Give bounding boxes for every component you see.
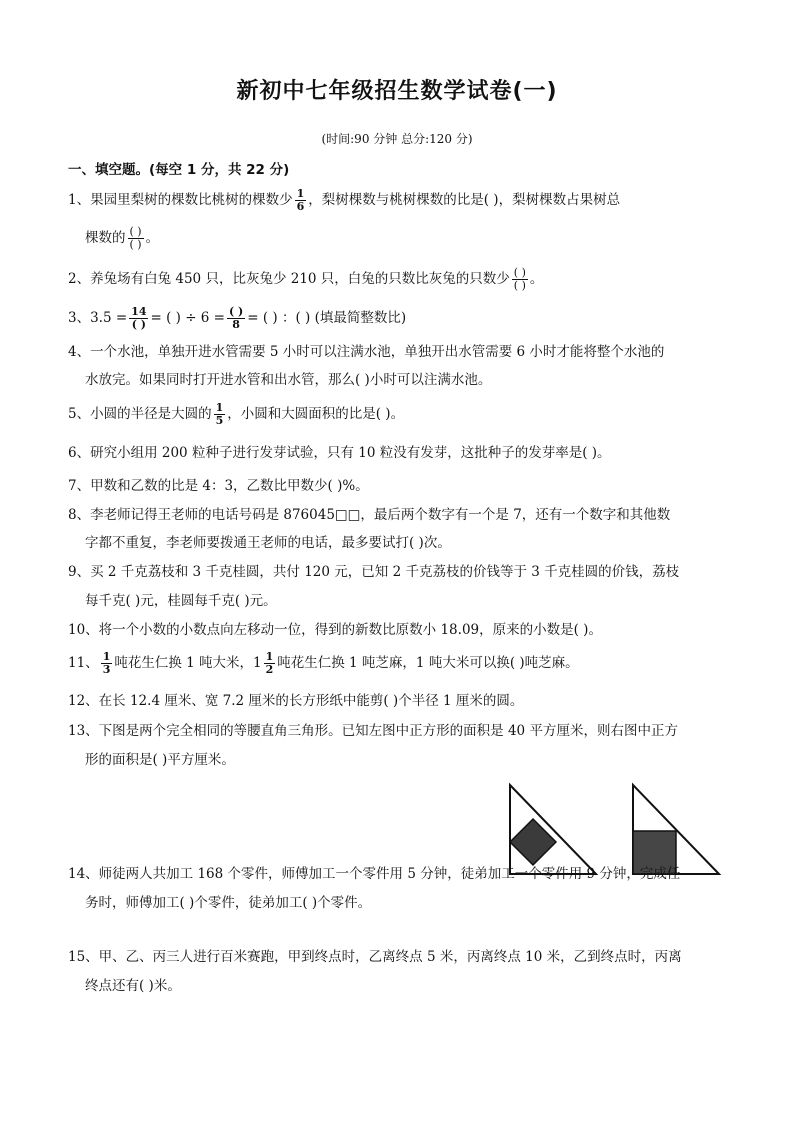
question-15-line-1: 15、甲、乙、丙三人进行百米赛跑，甲到终点时，乙离终点 5 米，丙离终点 10 米，乙到终点时，丙离 xyxy=(68,949,682,965)
q11-fraction-1 xyxy=(101,651,113,676)
q3-text-a: 3、3.5 = xyxy=(68,310,128,326)
q5-fraction-denominator: 5 xyxy=(215,414,224,427)
q11-fraction-1-denominator: 3 xyxy=(102,663,111,676)
question-11 xyxy=(68,651,579,676)
question-14-line-1: 14、师徒两人共加工 168 个零件，师傅加工一个零件用 5 分钟，徒弟加工一个零件用 9 分钟，完成任 xyxy=(68,866,681,882)
q1-text-c: 棵数的 xyxy=(85,230,126,246)
question-6: 6、研究小组用 200 粒种子进行发芽试验，只有 10 粒没有发芽，这批种子的发芽率是( )。 xyxy=(68,445,611,461)
q5-text-b: ，小圆和大圆面积的比是( )。 xyxy=(227,406,405,422)
q1-fraction-denominator: 6 xyxy=(296,200,305,213)
q3-text-b: = ( ) ÷ 6 = xyxy=(150,310,225,326)
question-1-line-1 xyxy=(68,188,620,213)
question-13-line-2: 形的面积是( )平方厘米。 xyxy=(85,752,235,768)
q2-blank-fraction[interactable] xyxy=(512,267,528,292)
right-triangle-figure xyxy=(633,785,719,874)
question-1-line-2 xyxy=(85,226,159,251)
question-5 xyxy=(68,402,404,427)
q1-blank-fraction[interactable] xyxy=(128,226,144,251)
question-4-line-1: 4、一个水池，单独开进水管需要 5 小时可以注满水池，单独开出水管需要 6 小时才能将整个水池的 xyxy=(68,344,665,360)
question-9-line-1: 9、买 2 千克荔枝和 3 千克桂圆，共付 120 元，已知 2 千克荔枝的价钱等于 3 千克桂圆的价钱，荔枝 xyxy=(68,564,680,580)
q5-fraction xyxy=(214,402,226,427)
q1-text-d: 。 xyxy=(145,230,160,246)
q11-text-b: 吨花生仁换 1 吨大米，1 xyxy=(114,655,262,671)
q11-fraction-2 xyxy=(264,651,276,676)
q2-text-b: 。 xyxy=(529,271,544,287)
question-8-line-2: 字都不重复，李老师要拨通王老师的电话，最多要试打( )次。 xyxy=(85,535,451,551)
q1-blank-denominator: ( ) xyxy=(129,238,142,251)
question-13-line-1: 13、下图是两个完全相同的等腰直角三角形。已知左图中正方形的面积是 40 平方厘米，则右图中正方 xyxy=(68,723,678,739)
q1-fraction-numerator: 1 xyxy=(296,187,305,200)
q11-fraction-1-numerator: 1 xyxy=(102,650,111,663)
q2-text-a: 2、养兔场有白兔 450 只，比灰兔少 210 只，白兔的只数比灰兔的只数少 xyxy=(68,271,510,287)
q2-blank-denominator: ( ) xyxy=(513,279,526,292)
q1-text-b: ，梨树棵数与桃树棵数的比是( )，梨树棵数占果树总 xyxy=(308,192,621,208)
question-3 xyxy=(68,306,406,331)
question-2 xyxy=(68,267,543,292)
q3-text-c: = ( ) ：( ) (填最简整数比) xyxy=(247,310,407,326)
question-12: 12、在长 12.4 厘米、宽 7.2 厘米的长方形纸中能剪( )个半径 1 厘米的圆。 xyxy=(68,693,524,709)
q2-blank-numerator: ( ) xyxy=(513,266,526,279)
question-14-line-2: 务时，师傅加工( )个零件，徒弟加工( )个零件。 xyxy=(85,895,372,911)
q11-fraction-2-numerator: 1 xyxy=(265,650,274,663)
question-10: 10、将一个小数的小数点向左移动一位，得到的新数比原数小 18.09，原来的小数是( )。 xyxy=(68,622,602,638)
q3-fraction-2[interactable] xyxy=(227,306,245,331)
left-triangle-figure xyxy=(510,785,596,874)
q3-fraction-1-numerator: 14 xyxy=(131,305,147,318)
q3-fraction-1-denominator: ( ) xyxy=(131,318,146,331)
q1-text-a: 1、果园里梨树的棵数比桃树的棵数少 xyxy=(68,192,293,208)
q1-fraction xyxy=(295,188,307,213)
q3-fraction-1[interactable] xyxy=(129,306,148,331)
question-7: 7、甲数和乙数的比是 4：3，乙数比甲数少( )%。 xyxy=(68,478,369,494)
section-heading: 一、填空题。(每空 1 分，共 22 分) xyxy=(68,162,290,178)
question-9-line-2: 每千克( )元，桂圆每千克( )元。 xyxy=(85,593,277,609)
exam-info: (时间:90 分钟 总分:120 分) xyxy=(321,132,473,146)
q5-fraction-numerator: 1 xyxy=(215,401,224,414)
q1-blank-numerator: ( ) xyxy=(129,225,142,238)
q3-fraction-2-numerator: ( ) xyxy=(229,305,244,318)
q3-fraction-2-denominator: 8 xyxy=(232,318,240,331)
question-4-line-2: 水放完。如果同时打开进水管和出水管，那么( )小时可以注满水池。 xyxy=(85,372,492,388)
q11-text-a: 11、 xyxy=(68,655,99,671)
q5-text-a: 5、小圆的半径是大圆的 xyxy=(68,406,212,422)
page-title: 新初中七年级招生数学试卷(一) xyxy=(236,79,558,104)
question-15-line-2: 终点还有( )米。 xyxy=(85,978,181,994)
question-8-line-1: 8、李老师记得王老师的电话号码是 876045□□，最后两个数字有一个是 7，还有一个数字和其他数 xyxy=(68,507,671,523)
q11-fraction-2-denominator: 2 xyxy=(265,663,274,676)
q11-text-c: 吨花生仁换 1 吨芝麻，1 吨大米可以换( )吨芝麻。 xyxy=(277,655,579,671)
